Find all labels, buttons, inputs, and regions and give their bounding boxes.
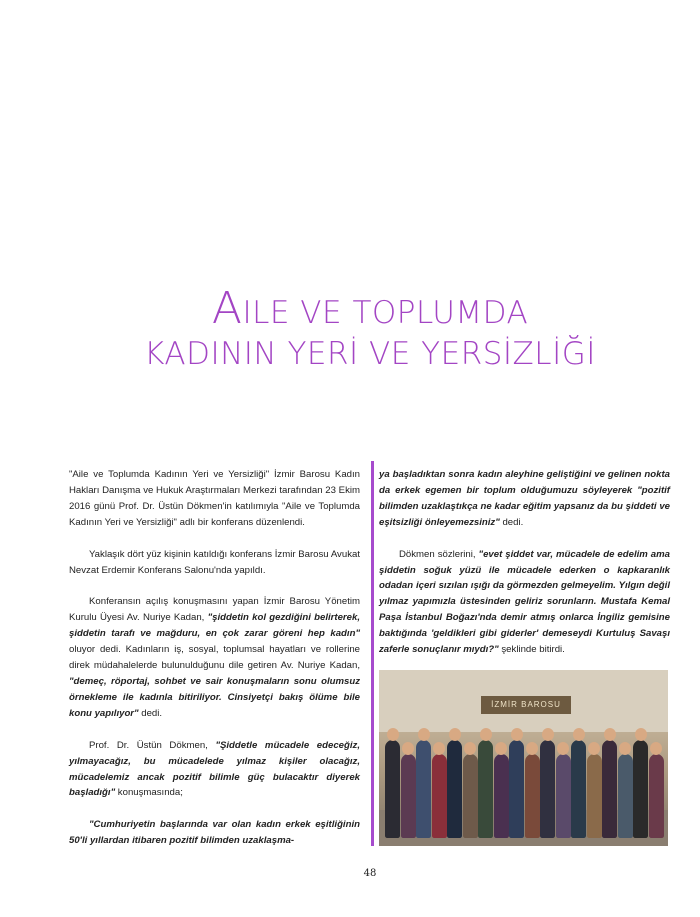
photo-person-head bbox=[402, 742, 414, 755]
quote-span: ya başladıktan sonra kadın aleyhine geliştiğini ve gelinen nokta da erkek egemen bir toplum olduğumuzu söyleyerek "pozitif bilimden uzaklaştıkça ne kadar eğitim yapsanız da bu şiddeti ve eşitsizliği önleyemezsiniz" bbox=[379, 469, 670, 528]
text-span: şeklinde bitirdi. bbox=[498, 644, 565, 656]
photo-person-head bbox=[573, 728, 585, 741]
column-divider bbox=[371, 461, 374, 846]
photo-person-head bbox=[387, 728, 399, 741]
photo-person-head bbox=[604, 728, 616, 741]
left-text-column bbox=[69, 467, 360, 849]
quote-span: "evet şiddet var, mücadele de edelim ama şiddetin soğuk yüzü ile mücadele ederken o kapkaranlık odadan içeri sızılan ışığı da görmezden gelmeyelim. Yılgın değil yılmaz yapımızla üstesinden geliriz sorunların. Mustafa Kemal Paşa İstanbul Boğazı'nda demir atmış onlarca İngiliz gemisine baktığında 'geldikleri gibi giderler' demeseydi Kurtuluş Savaşı zaferle sonuçlanır mıydı?" bbox=[379, 548, 670, 656]
photo-person bbox=[447, 740, 462, 838]
quote-span: "Şiddetle mücadele edeceğiz, yılmayacağız, bu mücadelede yılmaz kişiler olacağız, mücadelemiz ancak pozitif bilimle güç bulacaktır diyerek başladığı" bbox=[69, 739, 360, 799]
text-span: Dökmen sözlerini, bbox=[399, 548, 479, 560]
photo-person bbox=[556, 754, 571, 838]
text-span: Konferansın açılış konuşmasını yapan İzmir Barosu Yönetim Kurulu Üyesi Av. Nuriye Kadan, bbox=[69, 596, 360, 624]
photo-person bbox=[587, 754, 602, 838]
photo-person bbox=[463, 754, 478, 838]
photo-person bbox=[401, 754, 416, 838]
photo-banner: İZMİR BAROSU bbox=[481, 696, 571, 714]
text-span: Prof. Dr. Üstün Dökmen, bbox=[89, 739, 216, 751]
photo-person-head bbox=[480, 728, 492, 741]
group-photo bbox=[379, 670, 668, 846]
photo-person bbox=[509, 740, 524, 838]
photo-person bbox=[385, 740, 400, 838]
photo-person bbox=[478, 740, 493, 838]
photo-person-head bbox=[464, 742, 476, 755]
quote-span: "demeç, röportaj, sohbet ve sair konuşmaların sonu olumsuz örnekleme ile kadınla bitiriliyor. Cinsiyetçi bakış ölüme bile konu yapılıyor" bbox=[69, 675, 360, 719]
photo-person bbox=[540, 740, 555, 838]
text-span: oluyor dedi. Kadınların iş, sosyal, toplumsal hayatları ve rollerine direk müdahalelerde bulunulduğunu dile getiren Av. Nuriye Kadan, bbox=[69, 644, 360, 672]
photo-person-head bbox=[511, 728, 523, 741]
photo-person-head bbox=[449, 728, 461, 741]
photo-person-head bbox=[418, 728, 430, 741]
title-line1-rest: ILE VE TOPLUMDA bbox=[242, 295, 529, 331]
photo-person-head bbox=[495, 742, 507, 755]
paragraph-dokmen-speech bbox=[69, 738, 360, 802]
photo-person-head bbox=[542, 728, 554, 741]
photo-person-head bbox=[650, 742, 662, 755]
photo-person-head bbox=[557, 742, 569, 755]
photo-person-head bbox=[635, 728, 647, 741]
paragraph-intro: "Aile ve Toplumda Kadının Yeri ve Yersizliği" İzmir Barosu Kadın Hakları Danışma ve Hukuk Araştırmaları Merkezi tarafından 23 Ekim 2016 günü Prof. Dr. Üstün Dökmen'in katılımıyla "Aile ve Toplumda Kadının Yeri ve Yersizliği" adlı bir konferans düzenlendi. bbox=[69, 469, 360, 528]
title-initial: A bbox=[211, 283, 243, 334]
photo-person bbox=[432, 754, 447, 838]
photo-person-head bbox=[619, 742, 631, 755]
photo-person-head bbox=[433, 742, 445, 755]
photo-person bbox=[649, 754, 664, 838]
paragraph-closing bbox=[379, 547, 670, 658]
photo-person bbox=[416, 740, 431, 838]
quote-span: "şiddetin kol gezdiğini belirterek, şiddetin tarafı ve mağduru, en çok zarar göreni hep kadın" bbox=[69, 612, 360, 640]
right-text-column bbox=[379, 467, 670, 658]
photo-person-head bbox=[526, 742, 538, 755]
paragraph-attendance: Yaklaşık dört yüz kişinin katıldığı konferans İzmir Barosu Avukat Nevzat Erdemir Konferans Salonu'nda yapıldı. bbox=[69, 548, 360, 576]
photo-person bbox=[494, 754, 509, 838]
paragraph-opening-speech bbox=[69, 594, 360, 721]
photo-person bbox=[602, 740, 617, 838]
page-number: 48 bbox=[363, 868, 377, 879]
photo-person bbox=[571, 740, 586, 838]
paragraph-republic-quote bbox=[69, 817, 360, 849]
article-title-line2: KADININ YERİ VE YERSİZLİĞİ bbox=[144, 336, 596, 372]
quote-span: "Cumhuriyetin başlarında var olan kadın erkek eşitliğinin 50'li yıllardan itibaren pozitif bilimden uzaklaşma- bbox=[69, 819, 360, 847]
paragraph-continuation bbox=[379, 467, 670, 531]
text-span: dedi. bbox=[138, 707, 163, 719]
article-title-line1 bbox=[0, 283, 700, 334]
photo-person bbox=[525, 754, 540, 838]
photo-person bbox=[618, 754, 633, 838]
text-span: konuşmasında; bbox=[115, 787, 183, 799]
text-span: dedi. bbox=[499, 516, 524, 528]
photo-person-head bbox=[588, 742, 600, 755]
photo-person bbox=[633, 740, 648, 838]
